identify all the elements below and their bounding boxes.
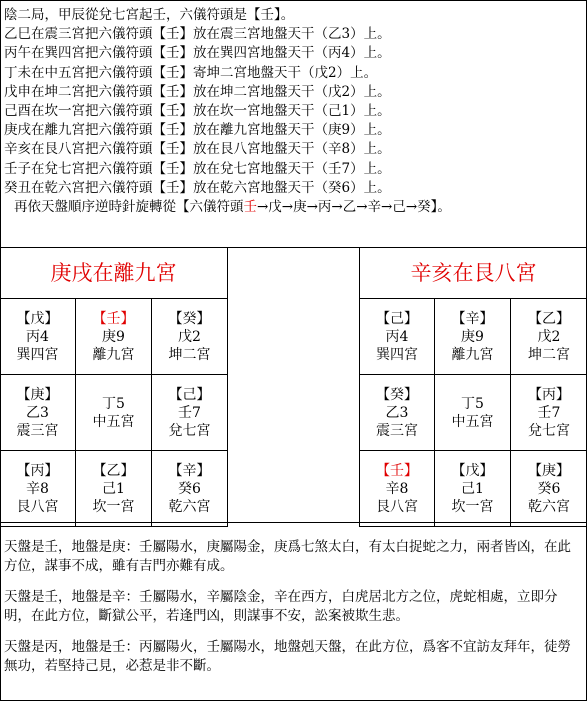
heaven-stem: 【己】 [376, 310, 418, 327]
earth-stem: 己1 [102, 480, 125, 497]
nine-palace-grid-right [359, 298, 587, 527]
intro-line: 庚戌在離九宮把六儀符頭【壬】放在離九宮地盤天干（庚9）上。 [4, 122, 391, 139]
heaven-stem: 【乙】 [92, 462, 135, 479]
earth-stem: 乙3 [26, 404, 49, 421]
palace-cell [152, 299, 228, 375]
note-paragraph: 天盤是丙，地盤是壬：丙屬陽火，壬屬陽水，地盤剋天盤，在此方位，爲客不宜訪友拜年，徒勞無功，若堅持己見，必惹是非不斷。 [4, 639, 571, 674]
earth-stem: 己1 [461, 480, 484, 497]
heaven-stem: 【癸】 [376, 386, 418, 403]
palace-cell [435, 451, 511, 527]
intro-line: 丙午在巽四宮把六儀符頭【壬】放在巽四宮地盤天干（丙4）上。 [4, 45, 391, 62]
palace-cell [0, 451, 76, 527]
palace-name: 震三宮 [16, 422, 59, 439]
heaven-stem: 【癸】 [168, 310, 211, 327]
palace-name: 坎一宮 [451, 498, 494, 515]
summary-prefix: 再依天盤順序逆時針旋轉從【六儀符頭 [14, 198, 244, 215]
palace-name: 艮八宮 [16, 498, 59, 515]
heaven-stem: 【戊】 [451, 462, 494, 479]
palace-name: 乾六宮 [528, 498, 570, 515]
heaven-stem: 【丙】 [16, 462, 59, 479]
earth-stem: 辛8 [26, 480, 49, 497]
heaven-stem: 【戊】 [16, 310, 59, 327]
intro-line: 丁未在中五宮把六儀符頭【壬】寄坤二宮地盤天干（戊2）上。 [4, 64, 378, 81]
palace-name: 離九宮 [451, 346, 494, 363]
palace-cell [511, 375, 587, 451]
palace-name: 兌七宮 [528, 422, 570, 439]
palace-name: 坎一宮 [92, 498, 135, 515]
palace-name: 坤二宮 [168, 346, 211, 363]
earth-stem: 丁5 [461, 395, 484, 412]
intro-line: 戊申在坤二宮把六儀符頭【壬】放在坤二宮地盤天干（戊2）上。 [4, 83, 391, 100]
intro-line: 壬子在兌七宮把六儀符頭【壬】放在兌七宮地盤天干（壬7）上。 [4, 160, 391, 177]
earth-stem: 戊2 [537, 328, 561, 345]
palace-cell [359, 451, 435, 527]
chart-left [0, 248, 228, 518]
palace-cell [76, 299, 152, 375]
palace-cell [359, 299, 435, 375]
palace-cell [511, 299, 587, 375]
palace-cell [152, 375, 228, 451]
chart-left-title: 庚戌在離九宮 [0, 248, 228, 298]
palace-cell [0, 299, 76, 375]
chart-right [359, 248, 587, 518]
heaven-stem: 【丙】 [528, 386, 570, 403]
divider-bottom [0, 522, 587, 523]
earth-stem: 癸6 [537, 480, 561, 497]
heaven-stem: 【庚】 [528, 462, 570, 479]
earth-stem: 壬7 [178, 404, 201, 421]
earth-stem: 丙4 [26, 328, 49, 345]
heaven-stem: 【辛】 [168, 462, 211, 479]
palace-cell [76, 375, 152, 451]
interpretation-notes [4, 538, 582, 688]
heaven-stem: 【乙】 [528, 310, 570, 327]
earth-stem: 戊2 [178, 328, 201, 345]
earth-stem: 乙3 [385, 404, 409, 421]
palace-name: 兌七宮 [168, 422, 211, 439]
intro-line: 癸丑在乾六宮把六儀符頭【壬】放在乾六宮地盤天干（癸6）上。 [4, 179, 391, 196]
palace-name: 乾六宮 [168, 498, 211, 515]
chart-right-title: 辛亥在艮八宮 [359, 248, 587, 298]
palace-name: 巽四宮 [376, 346, 418, 363]
palace-name: 坤二宮 [528, 346, 570, 363]
summary-highlight: 壬 [243, 198, 257, 215]
earth-stem: 庚9 [102, 328, 125, 345]
intro-text [4, 6, 451, 217]
heaven-stem: 【己】 [168, 386, 211, 403]
note-paragraph: 天盤是壬，地盤是辛：壬屬陽水，辛屬陰金，辛在西方，白虎居北方之位，虎蛇相處，立即分明，在此方位，斷獄公平，若逢門凶，則謀事不安，訟案被欺生悲。 [4, 589, 558, 624]
earth-stem: 丙4 [385, 328, 409, 345]
summary-suffix: →戊→庚→丙→乙→辛→己→癸】。 [257, 198, 451, 215]
palace-cell [435, 299, 511, 375]
palace-name: 中五宮 [92, 413, 135, 430]
heaven-stem: 【庚】 [16, 386, 59, 403]
palace-name: 震三宮 [376, 422, 418, 439]
intro-line: 己酉在坎一宮把六儀符頭【壬】放在坎一宮地盤天干（己1）上。 [4, 102, 391, 119]
nine-palace-grid-left [0, 298, 228, 527]
intro-line: 辛亥在艮八宮把六儀符頭【壬】放在艮八宮地盤天干（辛8）上。 [4, 141, 391, 158]
heaven-stem: 【壬】 [376, 462, 418, 479]
palace-cell [76, 451, 152, 527]
intro-line: 陰二局，甲辰從兌七宮起壬，六儀符頭是【壬】。 [4, 7, 295, 23]
palace-name: 巽四宮 [16, 346, 59, 363]
earth-stem: 丁5 [102, 395, 125, 412]
palace-cell [0, 375, 76, 451]
earth-stem: 庚9 [461, 328, 484, 345]
palace-cell [435, 375, 511, 451]
heaven-stem: 【辛】 [451, 310, 494, 327]
note-paragraph: 天盤是壬，地盤是庚：壬屬陽水，庚屬陽金，庚爲七煞太白，有太白捉蛇之力，兩者皆凶，在此方位，謀事不成，雖有吉門亦難有成。 [4, 539, 571, 574]
rotation-summary [4, 198, 451, 217]
earth-stem: 壬7 [537, 404, 561, 421]
palace-cell [511, 451, 587, 527]
earth-stem: 癸6 [178, 480, 201, 497]
intro-line: 乙巳在震三宮把六儀符頭【壬】放在震三宮地盤天干（乙3）上。 [4, 26, 391, 43]
palace-name: 艮八宮 [376, 498, 418, 515]
heaven-stem: 【壬】 [92, 310, 135, 327]
palace-cell [152, 451, 228, 527]
palace-cell [359, 375, 435, 451]
earth-stem: 辛8 [385, 480, 409, 497]
palace-name: 中五宮 [451, 413, 494, 430]
palace-name: 離九宮 [92, 346, 135, 363]
